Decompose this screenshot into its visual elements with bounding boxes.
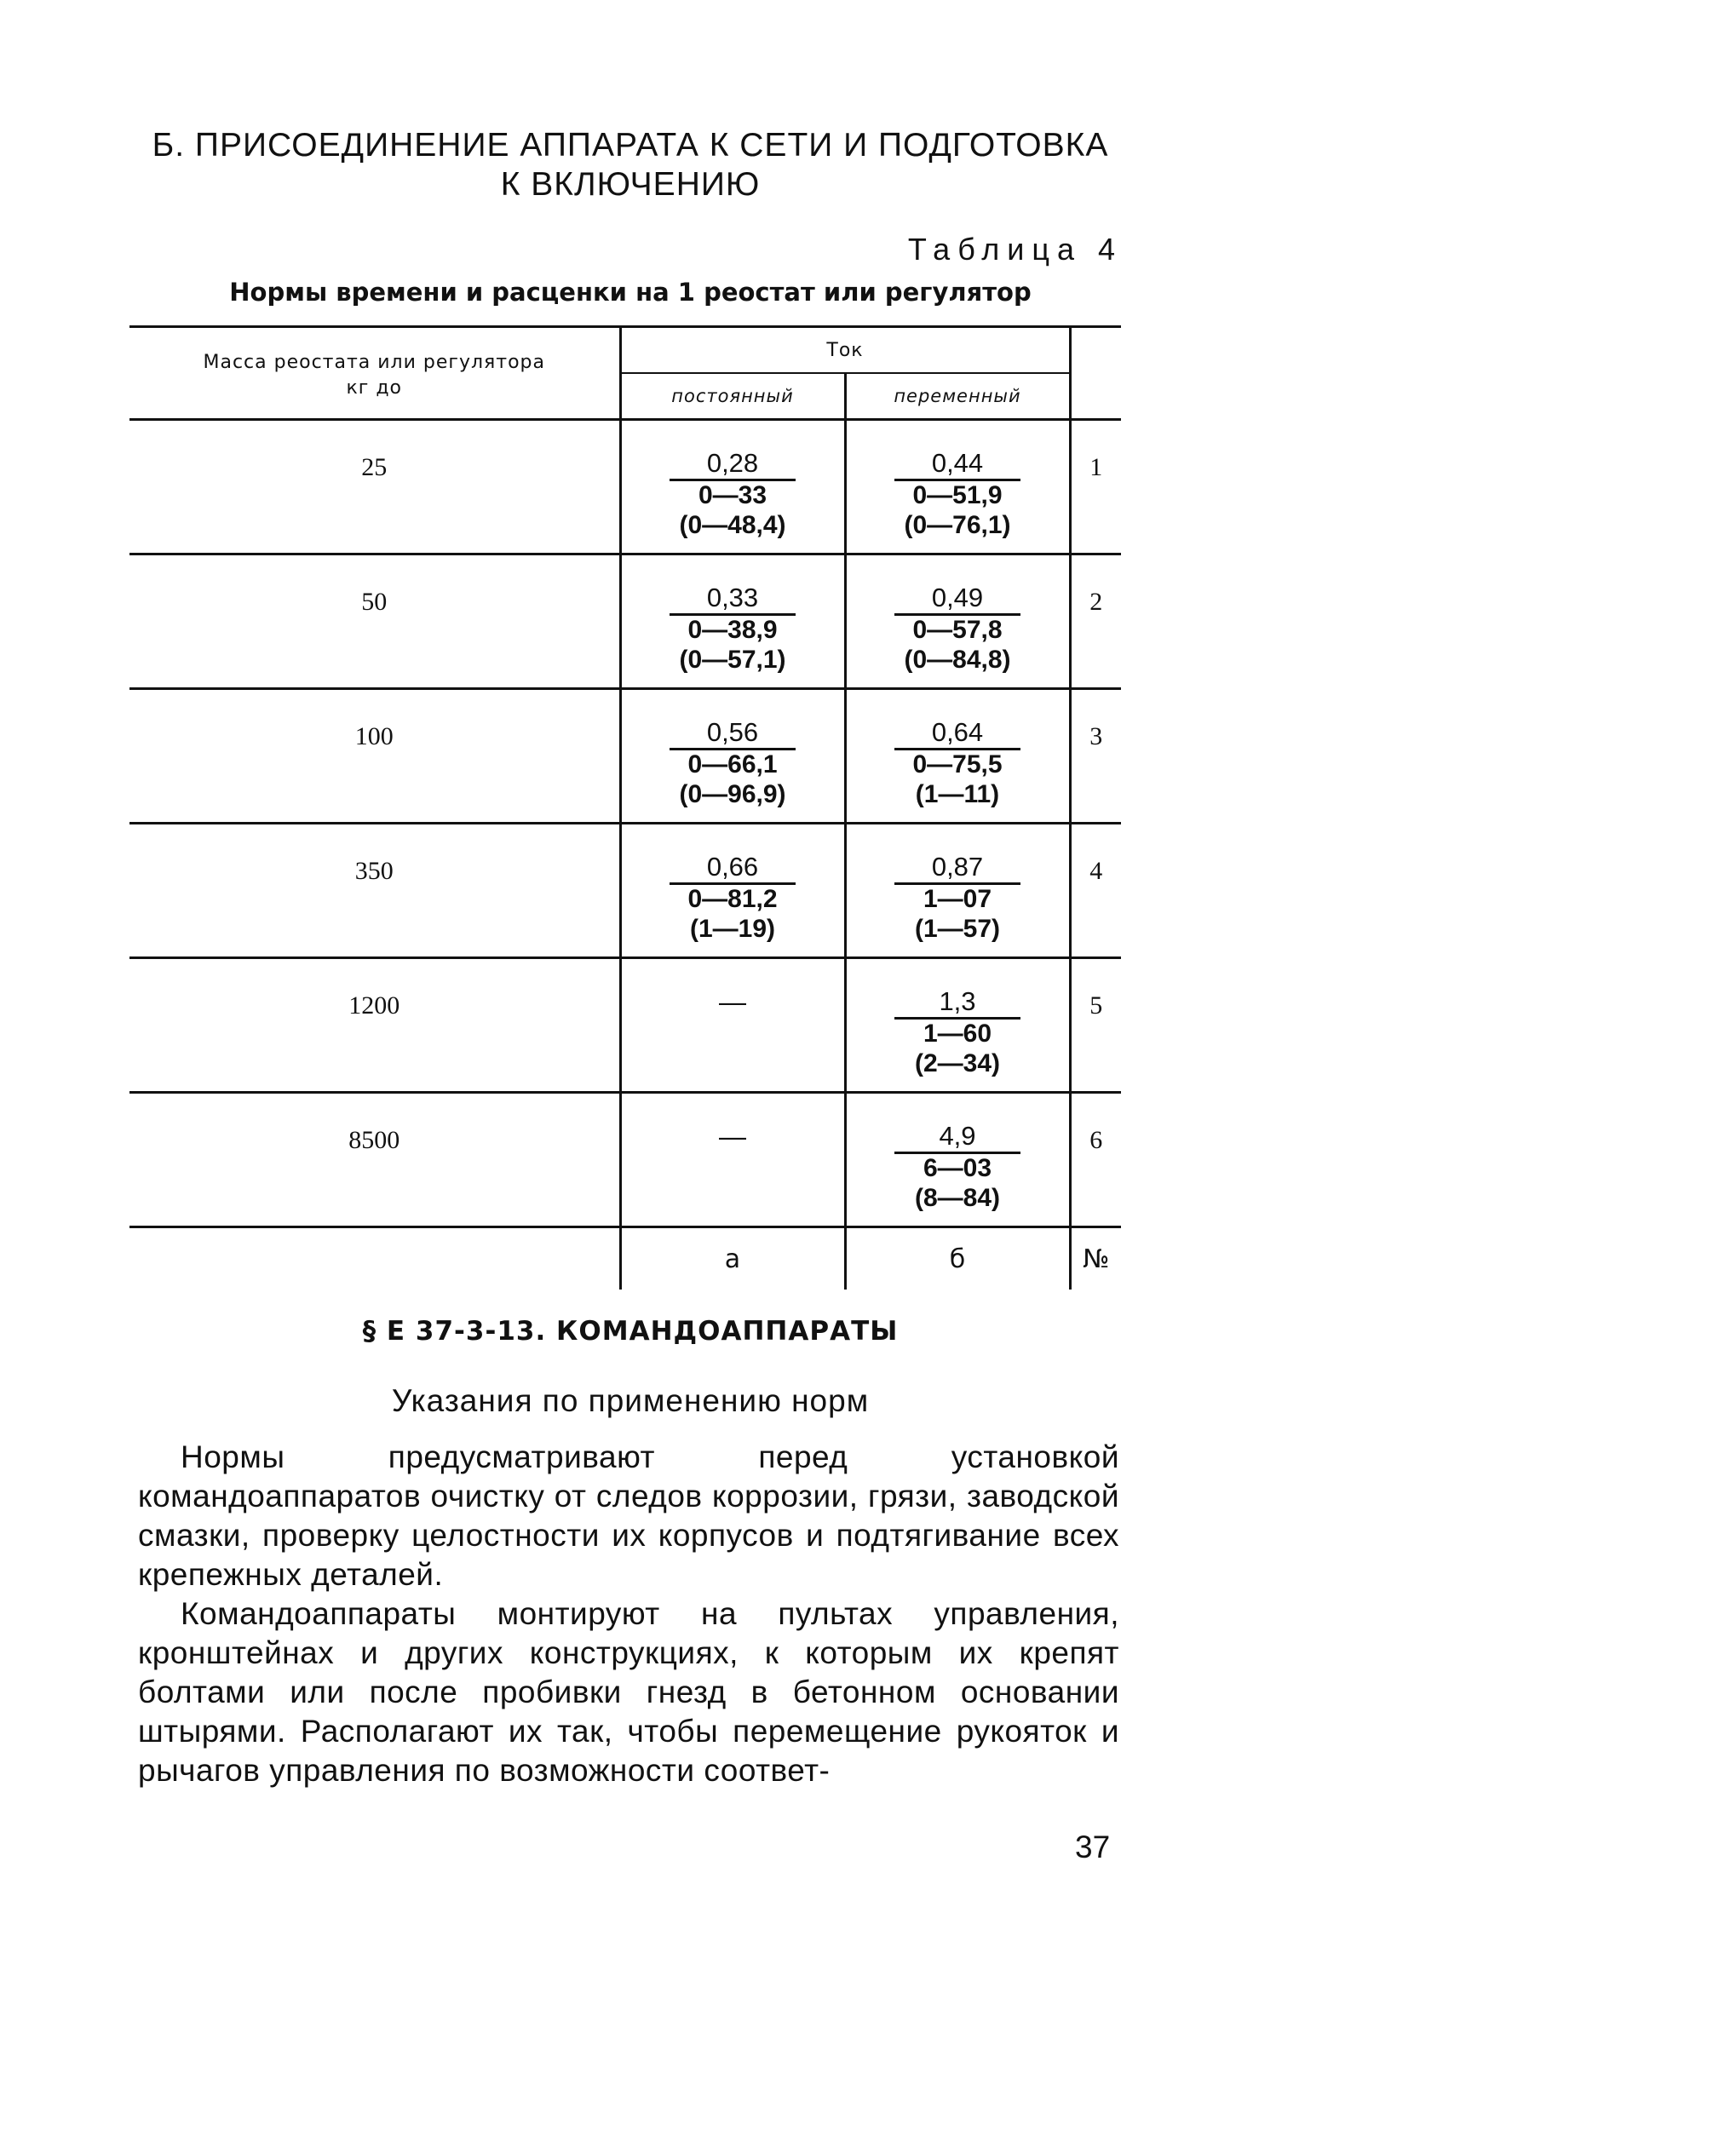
mass-value: 350 [354, 857, 394, 885]
footer-column-b: б [949, 1244, 966, 1274]
ac-value [894, 450, 1020, 541]
ac-price: 1—07 [923, 885, 992, 913]
footer-blank [129, 1227, 620, 1290]
table-row [129, 1093, 1121, 1227]
footer-number-sign: № [1083, 1244, 1110, 1274]
header-mass-line2: кг до [346, 377, 402, 399]
ac-alt-price: (1—11) [915, 780, 1000, 808]
dc-norm: 0,56 [670, 719, 796, 750]
header-current: Ток [620, 327, 1070, 374]
table-row [129, 689, 1121, 824]
table-row [129, 554, 1121, 689]
ac-price: 0—51,9 [912, 481, 1003, 509]
ac-price: 0—75,5 [912, 750, 1003, 778]
dc-dash: — [719, 986, 746, 1017]
ac-norm: 4,9 [894, 1123, 1020, 1154]
table-label: Таблица 4 [907, 232, 1123, 267]
ac-value [894, 719, 1020, 810]
ac-norm: 0,87 [894, 853, 1020, 885]
dc-value [670, 853, 796, 945]
ac-norm: 1,3 [894, 988, 1020, 1020]
header-ac: переменный [845, 373, 1070, 420]
ac-norm: 0,49 [894, 584, 1020, 616]
ac-value [894, 853, 1020, 945]
body-paragraph: Командоаппараты монтируют на пультах управления, кронштейнах и других конструкциях, к которым их крепят болтами или после пробивки гнезд в бетонном основании штырями. Располагают их так, чтобы перемещение рукояток и рычагов управления по возможности соответ- [138, 1596, 1119, 1788]
ac-value [894, 1123, 1020, 1214]
sub-heading: Указания по применению норм [391, 1383, 870, 1418]
table-header-row [129, 327, 1121, 374]
ac-value [894, 988, 1020, 1079]
header-blank [1070, 327, 1121, 420]
footer-column-a: а [724, 1244, 741, 1274]
ac-price: 6—03 [923, 1154, 992, 1182]
dc-norm: 0,28 [670, 450, 796, 481]
ac-norm: 0,44 [894, 450, 1020, 481]
row-number: 6 [1089, 1126, 1103, 1154]
header-mass-line1: Масса реостата или регулятора [203, 352, 546, 373]
table-caption: Нормы времени и расценки на 1 реостат или регулятор [229, 278, 1032, 307]
ac-alt-price: (0—84,8) [904, 646, 1011, 674]
mass-value: 100 [354, 722, 394, 750]
ac-price: 1—60 [923, 1020, 992, 1048]
ac-norm: 0,64 [894, 719, 1020, 750]
section-title-line2: К ВКЛЮЧЕНИЮ [500, 166, 761, 203]
dc-alt-price: (0—96,9) [679, 780, 786, 808]
row-number: 1 [1089, 453, 1103, 481]
row-number: 5 [1089, 991, 1103, 1020]
dc-value [670, 584, 796, 675]
mass-value: 50 [361, 588, 388, 616]
dc-dash: — [719, 1121, 746, 1152]
norms-table [129, 325, 1121, 1290]
page-number: 37 [1075, 1830, 1111, 1864]
row-number: 2 [1089, 588, 1103, 616]
mass-value: 8500 [348, 1126, 400, 1154]
dc-alt-price: (0—48,4) [679, 511, 786, 539]
header-mass [129, 327, 620, 420]
ac-alt-price: (1—57) [914, 915, 1001, 943]
header-dc: постоянный [620, 373, 845, 420]
table-row [129, 958, 1121, 1093]
mass-value: 1200 [348, 991, 400, 1020]
table-footer-row [129, 1227, 1121, 1290]
dc-alt-price: (0—57,1) [679, 646, 786, 674]
row-number: 4 [1089, 857, 1103, 885]
dc-value [670, 719, 796, 810]
table-row [129, 824, 1121, 958]
ac-value [894, 584, 1020, 675]
ac-alt-price: (2—34) [914, 1049, 1001, 1077]
row-number: 3 [1089, 722, 1103, 750]
section-title-line1: Б. ПРИСОЕДИНЕНИЕ АППАРАТА К СЕТИ И ПОДГОТОВКА [152, 127, 1109, 164]
dc-alt-price: (1—19) [689, 915, 776, 943]
ac-alt-price: (0—76,1) [904, 511, 1011, 539]
dc-norm: 0,66 [670, 853, 796, 885]
table-row [129, 420, 1121, 554]
dc-norm: 0,33 [670, 584, 796, 616]
dc-price: 0—38,9 [687, 616, 778, 644]
dc-price: 0—81,2 [687, 885, 778, 913]
dc-price: 0—66,1 [687, 750, 778, 778]
dc-value [670, 450, 796, 541]
dc-price: 0—33 [698, 481, 767, 509]
section-title [128, 126, 1133, 204]
ac-price: 0—57,8 [912, 616, 1003, 644]
mass-value: 25 [361, 453, 388, 481]
body-paragraph: Нормы предусматривают перед установкой командоаппаратов очистку от следов коррозии, грязи, заводской смазки, проверку целостности их корпусов и подтягивание всех крепежных деталей. [138, 1439, 1119, 1592]
ac-alt-price: (8—84) [914, 1184, 1001, 1212]
paragraph-heading: § Е 37-3-13. КОМАНДОАППАРАТЫ [362, 1316, 899, 1347]
